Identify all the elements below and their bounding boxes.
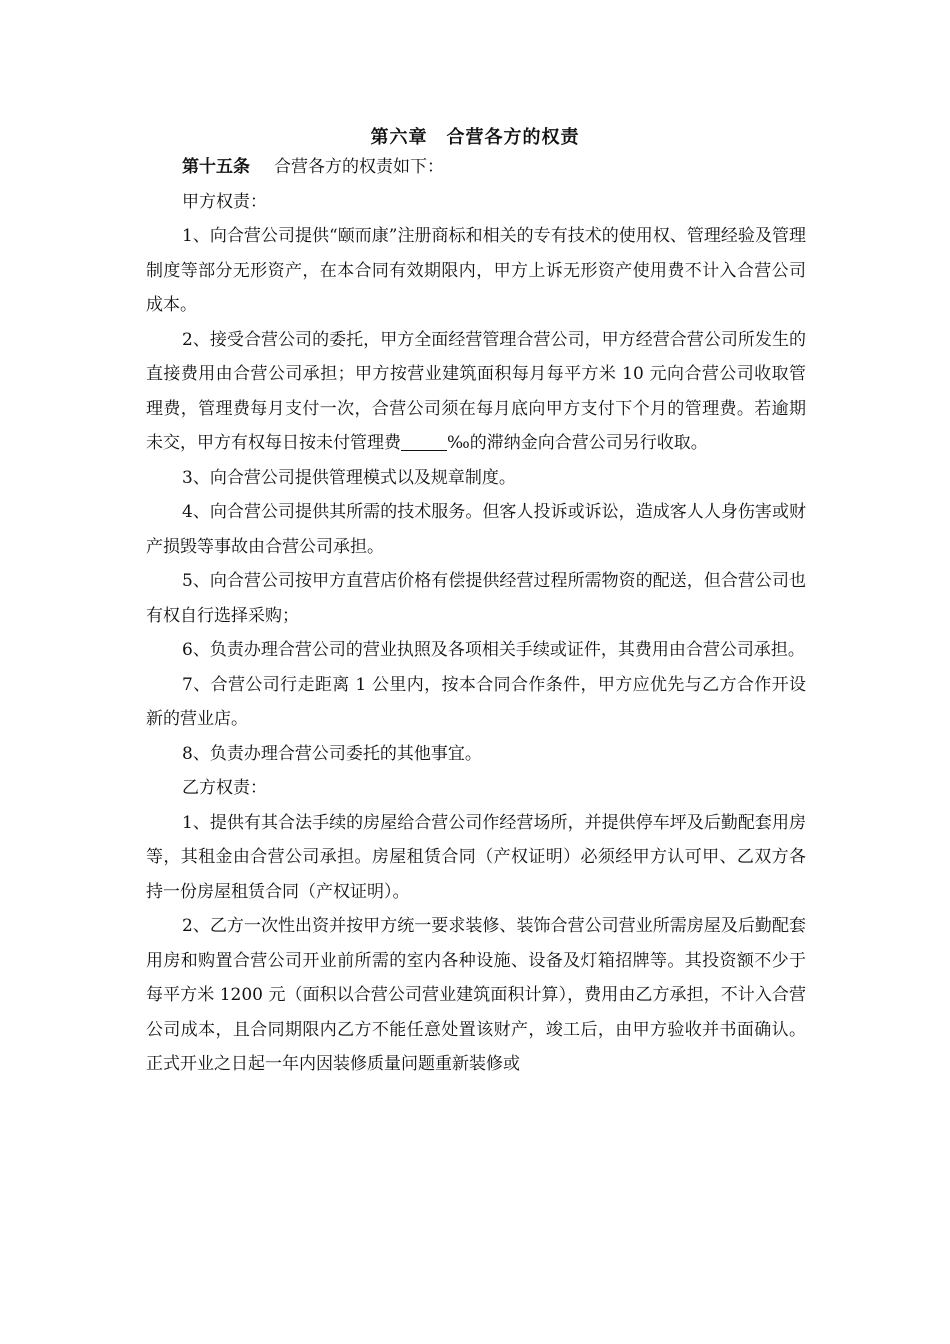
- party-a-item-1: 1、向合营公司提供“颐而康”注册商标和相关的专有技术的使用权、管理经验及管理制度等部分无形资产，在本合同有效期限内，甲方上诉无形资产使用费不计入合营公司成本。: [146, 226, 806, 315]
- party-a-item-5: 5、向合营公司按甲方直营店价格有偿提供经营过程所需物资的配送，但合营公司也有权自行选择采购；: [146, 571, 806, 626]
- party-a-item-6: 6、负责办理合营公司的营业执照及各项相关手续或证件，其费用由合营公司承担。: [182, 640, 805, 660]
- party-b-item-2: 2、乙方一次性出资并按甲方统一要求装修、装饰合营公司营业所需房屋及后勤配套用房和购置合营公司开业前所需的室内各种设施、设备及灯箱招牌等。其投资额不少于每平方米 1200 元（面积以合营公司营业建筑面积计算），费用由乙方承担，不计入合营公司成本，且合同期限内乙方不能任意处置该财产，竣工后，由甲方验收并书面确认。正式开业之日起一年内因装修质量问题重新装修或: [146, 916, 806, 1074]
- party-a-heading: 甲方权责：: [182, 191, 267, 212]
- party-a-item-4: 4、向合营公司提供其所需的技术服务。但客人投诉或诉讼，造成客人人身伤害或财产损毁等事故由合营公司承担。: [146, 502, 806, 557]
- party-a-item-3: 3、向合营公司提供管理模式以及规章制度。: [182, 467, 516, 488]
- chapter-title: 第六章 合营各方的权责: [370, 127, 580, 148]
- article-text: 合营各方的权责如下：: [274, 157, 444, 177]
- party-a-item-7: 7、合营公司行走距离 1 公里内，按本合同合作条件，甲方应优先与乙方合作开设新的营业店。: [146, 674, 806, 729]
- party-a-item-2: 2、接受合营公司的委托，甲方全面经营管理合营公司，甲方经营合营公司所发生的直接费用由合营公司承担；甲方按营业建筑面积每月每平方米 10 元向合营公司收取管理费，管理费每月支付一次，合营公司须在每月底向甲方支付下个月的管理费。若逾期未交，甲方有权每日按未付管理费 ‰的滞纳金向合营公司另行收取。: [146, 329, 806, 453]
- article-intro: [146, 150, 806, 185]
- party-a-item-8: 8、负责办理合营公司委托的其他事宜。: [182, 743, 482, 764]
- document-body: [146, 150, 806, 1082]
- fill-in-blank: [401, 432, 447, 451]
- party-b-heading: 乙方权责：: [182, 778, 267, 798]
- article-number: 第十五条: [182, 157, 250, 177]
- party-b-item-1: 1、提供有其合法手续的房屋给合营公司作经营场所，并提供停车坪及后勤配套用房等，其租金由合营公司承担。房屋租赁合同（产权证明）必须经甲方认可甲、乙双方各持一份房屋租赁合同（产权证明）。: [146, 812, 806, 902]
